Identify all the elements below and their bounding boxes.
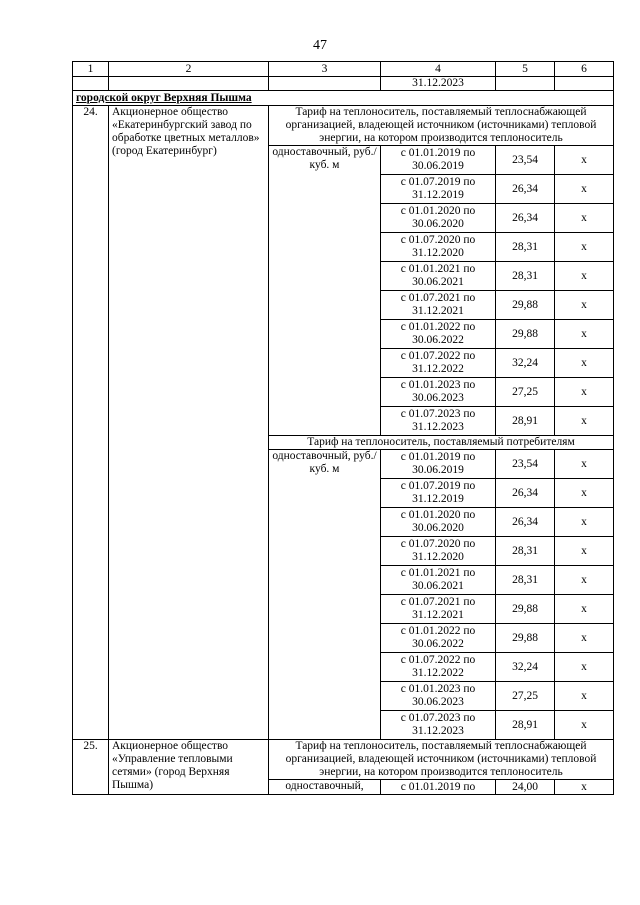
tariff-x-mark: х [555, 450, 614, 479]
col-number-5: 5 [496, 62, 555, 77]
tariff-value: 28,91 [496, 407, 555, 436]
tariff-value: 29,88 [496, 291, 555, 320]
tariff-x-mark: х [555, 262, 614, 291]
tariff-title: Тариф на теплоноситель, поставляемый потребителям [269, 436, 614, 450]
tariff-period: с 01.07.2020 по 31.12.2020 [381, 537, 496, 566]
tariff-period: с 01.07.2019 по 31.12.2019 [381, 479, 496, 508]
tariff-value: 26,34 [496, 508, 555, 537]
tariff-value: 24,00 [496, 780, 555, 795]
tariff-unit: одноставочный, руб./куб. м [269, 450, 381, 740]
tariff-period: с 01.01.2019 по 30.06.2019 [381, 450, 496, 479]
tariff-title: Тариф на теплоноситель, поставляемый теплоснабжающей организацией, владеющей источником (источниками) тепловой энергии, на котором производится теплоноситель [269, 106, 614, 146]
tariff-period: с 01.01.2020 по 30.06.2020 [381, 508, 496, 537]
tariff-x-mark: х [555, 407, 614, 436]
tariff-value: 28,91 [496, 711, 555, 740]
tariff-x-mark: х [555, 711, 614, 740]
tariff-value: 28,31 [496, 566, 555, 595]
tariff-x-mark: х [555, 320, 614, 349]
tariff-period: с 01.01.2020 по 30.06.2020 [381, 204, 496, 233]
tariff-x-mark: х [555, 175, 614, 204]
tariff-value: 23,54 [496, 146, 555, 175]
tariff-value: 28,31 [496, 233, 555, 262]
region-row [73, 91, 614, 106]
tariff-x-mark: х [555, 780, 614, 795]
tariff-x-mark: х [555, 595, 614, 624]
column-number-row [73, 62, 614, 77]
tariff-value: 32,24 [496, 349, 555, 378]
tariff-x-mark: х [555, 566, 614, 595]
tariff-x-mark: х [555, 291, 614, 320]
tariff-x-mark: х [555, 653, 614, 682]
tariff-value: 28,31 [496, 262, 555, 291]
tariff-x-mark: х [555, 508, 614, 537]
tariff-period: с 01.07.2019 по 31.12.2019 [381, 175, 496, 204]
tariff-table [72, 61, 614, 795]
tariff-period: с 01.01.2023 по 30.06.2023 [381, 682, 496, 711]
tariff-period: с 01.01.2019 по 30.06.2019 [381, 146, 496, 175]
tariff-value: 29,88 [496, 320, 555, 349]
tariff-period: с 01.07.2022 по 31.12.2022 [381, 653, 496, 682]
tariff-value: 26,34 [496, 204, 555, 233]
continuation-row [73, 77, 614, 91]
continuation-date: 31.12.2023 [381, 77, 496, 91]
tariff-x-mark: х [555, 233, 614, 262]
tariff-title: Тариф на теплоноситель, поставляемый теплоснабжающей организацией, владеющей источником (источниками) тепловой энергии, на котором производится теплоноситель [269, 740, 614, 780]
tariff-period: с 01.01.2023 по 30.06.2023 [381, 378, 496, 407]
tariff-period: с 01.07.2021 по 31.12.2021 [381, 595, 496, 624]
tariff-value: 32,24 [496, 653, 555, 682]
tariff-value: 27,25 [496, 378, 555, 407]
tariff-title-row [73, 106, 614, 146]
tariff-value: 26,34 [496, 175, 555, 204]
tariff-x-mark: х [555, 479, 614, 508]
tariff-x-mark: х [555, 537, 614, 566]
tariff-unit: одноставочный, руб./куб. м [269, 146, 381, 436]
col-number-1: 1 [73, 62, 109, 77]
organization-name: Акционерное общество «Екатеринбургский завод по обработке цветных металлов» (город Екатеринбург) [109, 106, 269, 740]
col-number-3: 3 [269, 62, 381, 77]
region-title: городской округ Верхняя Пышма [73, 91, 614, 106]
tariff-title-row [73, 740, 614, 780]
col-number-6: 6 [555, 62, 614, 77]
tariff-value: 27,25 [496, 682, 555, 711]
tariff-period: с 01.07.2022 по 31.12.2022 [381, 349, 496, 378]
tariff-value: 29,88 [496, 624, 555, 653]
entry-number: 25. [73, 740, 109, 795]
tariff-period: с 01.01.2019 по [381, 780, 496, 795]
page-number: 47 [313, 38, 327, 53]
tariff-x-mark: х [555, 204, 614, 233]
tariff-value: 28,31 [496, 537, 555, 566]
col-number-2: 2 [109, 62, 269, 77]
entry-number: 24. [73, 106, 109, 740]
tariff-x-mark: х [555, 146, 614, 175]
tariff-x-mark: х [555, 378, 614, 407]
tariff-value: 26,34 [496, 479, 555, 508]
tariff-period: с 01.01.2021 по 30.06.2021 [381, 262, 496, 291]
tariff-unit: одноставочный, [269, 780, 381, 795]
tariff-period: с 01.07.2021 по 31.12.2021 [381, 291, 496, 320]
tariff-period: с 01.01.2022 по 30.06.2022 [381, 624, 496, 653]
tariff-period: с 01.01.2022 по 30.06.2022 [381, 320, 496, 349]
tariff-x-mark: х [555, 624, 614, 653]
tariff-period: с 01.07.2023 по 31.12.2023 [381, 711, 496, 740]
organization-name: Акционерное общество «Управление тепловыми сетями» (город Верхняя Пышма) [109, 740, 269, 795]
col-number-4: 4 [381, 62, 496, 77]
tariff-x-mark: х [555, 682, 614, 711]
tariff-period: с 01.01.2021 по 30.06.2021 [381, 566, 496, 595]
tariff-x-mark: х [555, 349, 614, 378]
tariff-value: 23,54 [496, 450, 555, 479]
tariff-value: 29,88 [496, 595, 555, 624]
tariff-period: с 01.07.2023 по 31.12.2023 [381, 407, 496, 436]
tariff-period: с 01.07.2020 по 31.12.2020 [381, 233, 496, 262]
